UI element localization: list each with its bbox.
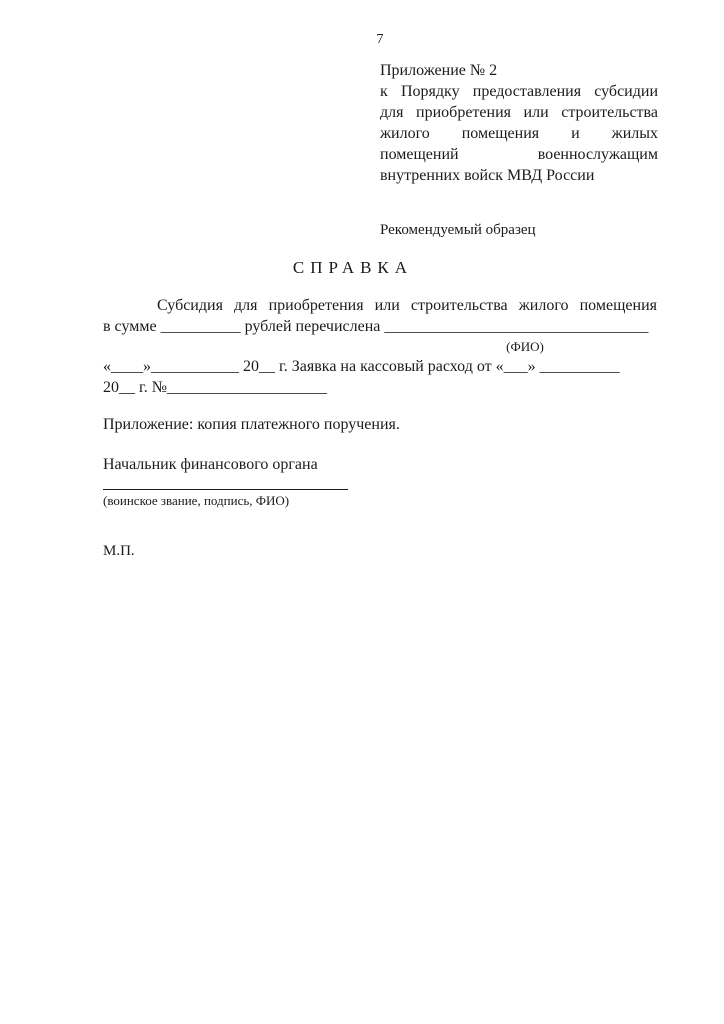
appendix-line: к Порядку предоставления субсидии <box>380 83 658 100</box>
appendix-line: для приобретения или строительства <box>380 104 658 121</box>
body-line-date-request: «____»___________ 20__ г. Заявка на кассовый расход от «___» __________ <box>103 358 620 375</box>
appendix-line: внутренних войск МВД России <box>380 167 595 184</box>
stamp-mark: М.П. <box>103 543 135 559</box>
fio-caption: (ФИО) <box>506 339 544 354</box>
page-number: 7 <box>376 32 384 47</box>
body-line-subsidy: Субсидия для приобретения или строительства жилого помещения <box>157 297 657 314</box>
signature-blank-line <box>103 478 348 490</box>
appendix-line: Приложение № 2 <box>380 62 498 79</box>
appendix-line: помещений военнослужащим <box>380 146 658 163</box>
signatory-title: Начальник финансового органа <box>103 456 318 473</box>
signature-caption: (воинское звание, подпись, ФИО) <box>103 493 290 508</box>
body-line-number: 20__ г. №____________________ <box>103 379 328 396</box>
body-line-amount: в сумме __________ рублей перечислена _________________________________ <box>103 318 649 335</box>
appendix-line: жилого помещения и жилых <box>380 125 658 142</box>
attachment-line: Приложение: копия платежного поручения. <box>103 416 400 433</box>
document-title: СПРАВКА <box>292 258 414 277</box>
recommended-sample-label: Рекомендуемый образец <box>380 222 536 238</box>
appendix-block <box>380 60 658 186</box>
